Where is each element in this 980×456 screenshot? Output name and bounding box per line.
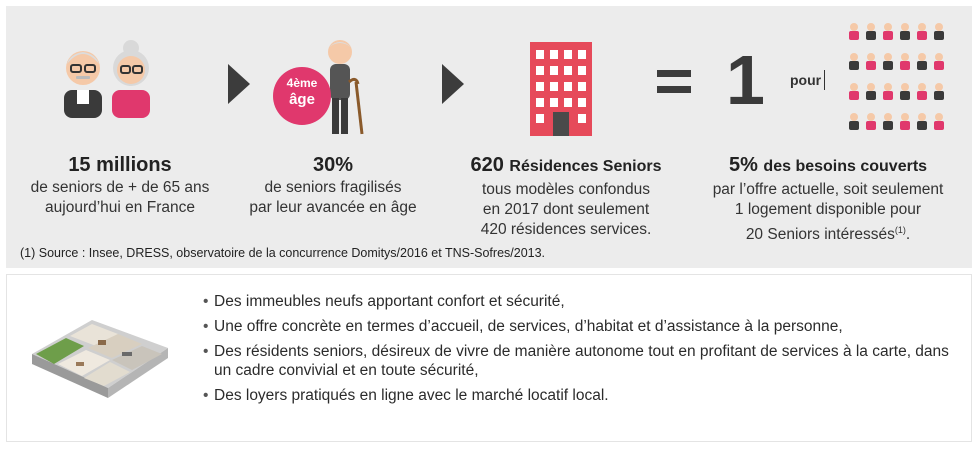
stat-line: 1 logement disponible pour — [734, 201, 922, 218]
apartment-3d-plan-icon — [22, 296, 172, 408]
stat-headline: 30% — [312, 154, 354, 176]
arrow-right-icon — [228, 64, 250, 104]
stat-needs: 5% des besoins couverts par l’offre actuelle, soit seulement 1 logement disponible pour 20 Seniors intéressés$^{(1)}$. — [690, 152, 966, 245]
badge-line2: âge — [289, 91, 315, 108]
equation-number: 1 — [726, 41, 765, 119]
stat-line: aujourd’hui en France — [45, 199, 195, 216]
source-note: (1) Source : Insee, DRESS, observatoire de la concurrence Domitys/2016 et TNS-Sofres/2013. — [20, 246, 546, 260]
stat-headline-number: 5% — [728, 154, 758, 176]
stat-line: par l’offre actuelle, soit seulement — [712, 181, 944, 198]
stat-line: de seniors fragilisés — [264, 179, 402, 196]
badge-line1: 4ème — [286, 76, 318, 90]
footnote-marker: (1) — [894, 225, 906, 235]
seniors-grid-icon — [848, 22, 948, 140]
list-item: • Des loyers pratiqués en ligne avec le marché locatif local. — [203, 386, 962, 405]
arrow-right-icon — [442, 64, 464, 104]
stat-line: par leur avancée en âge — [249, 199, 417, 216]
stat-line: 20 Seniors intéressés — [745, 226, 895, 244]
equals-icon — [657, 70, 691, 102]
stat-line: 420 résidences services. — [480, 221, 652, 238]
text-cursor — [824, 70, 825, 90]
stat-headline-number: 620 — [470, 154, 504, 176]
fourth-age-badge — [273, 67, 331, 125]
stat-seniors — [10, 152, 230, 218]
list-item: • Des résidents seniors, désireux de vivre de manière autonome tout en profitant de services à la carte, dans un cadre convivial et en toute sécurité, — [203, 342, 962, 380]
stat-headline-text: Résidences Seniors — [509, 158, 662, 175]
stat-line: tous modèles confondus — [481, 181, 651, 198]
list-item: • Des immeubles neufs apportant confort et sécurité, — [203, 292, 962, 311]
elderly-couple-icon — [58, 38, 158, 118]
stat-line: en 2017 dont seulement — [482, 201, 650, 218]
benefits-list — [203, 292, 962, 411]
apartment-building-icon — [530, 42, 592, 136]
stat-line: de seniors de + de 65 ans — [30, 179, 210, 196]
stat-headline-text: des besoins couverts — [763, 158, 928, 175]
list-item: • Une offre concrète en termes d’accueil, de services, d’habitat et d’assistance à la personne, — [203, 317, 962, 336]
stat-headline: 15 millions — [68, 154, 172, 176]
stat-fragile — [228, 152, 438, 218]
equation-word: pour — [790, 72, 822, 88]
stat-residences — [446, 152, 686, 240]
